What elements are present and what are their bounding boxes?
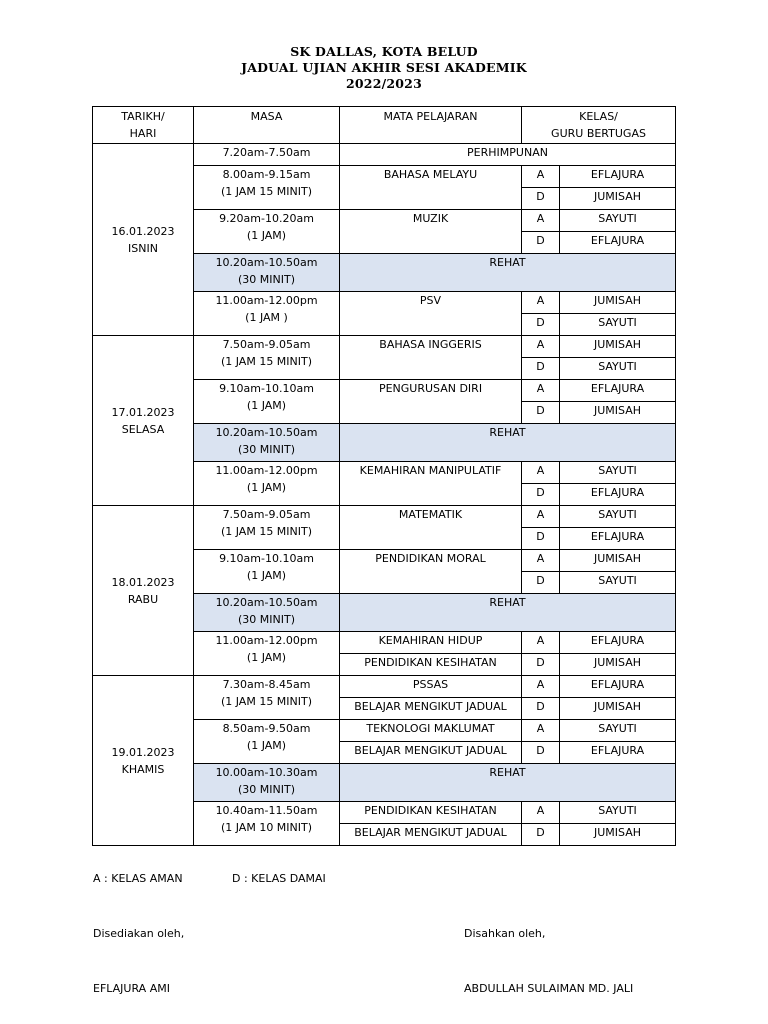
time-range: 10.20am-10.50am	[215, 596, 318, 609]
time-range: 8.00am-9.15am	[222, 168, 311, 181]
rehat-cell: REHAT	[340, 424, 676, 462]
time-range: 7.50am-9.05am	[222, 338, 311, 351]
guru-cell: EFLAJURA	[560, 232, 676, 254]
subject-cell: KEMAHIRAN MANIPULATIF	[340, 462, 522, 506]
header-tarikh-line1: TARIKH/	[121, 110, 165, 123]
time-cell	[194, 720, 340, 764]
subject-cell: BAHASA MELAYU	[340, 166, 522, 210]
subject-cell: BELAJAR MENGIKUT JADUAL	[340, 698, 522, 720]
time-duration: (1 JAM 15 MINIT)	[220, 695, 313, 708]
time-duration: (1 JAM)	[246, 229, 287, 242]
time-range: 11.00am-12.00pm	[215, 464, 318, 477]
guru-cell: JUMISAH	[560, 292, 676, 314]
subject-cell: PENGURUSAN DIRI	[340, 380, 522, 424]
guru-cell: JUMISAH	[560, 336, 676, 358]
kelas-cell: D	[522, 188, 560, 210]
legend-kelas-aman: A : KELAS AMAN	[93, 872, 183, 885]
guru-cell: SAYUTI	[560, 572, 676, 594]
subject-cell: KEMAHIRAN HIDUP	[340, 632, 522, 654]
kelas-cell: D	[522, 402, 560, 424]
guru-cell: EFLAJURA	[560, 528, 676, 550]
table-row	[93, 336, 676, 358]
date-cell	[93, 676, 194, 846]
table-row	[93, 144, 676, 166]
subject-cell: PENDIDIKAN KESIHATAN	[340, 654, 522, 676]
kelas-cell: A	[522, 676, 560, 698]
time-cell	[194, 594, 340, 632]
approved-by-name: ABDULLAH SULAIMAN MD. JALI	[464, 982, 634, 995]
time-cell	[194, 424, 340, 462]
subject-cell: PENDIDIKAN KESIHATAN	[340, 802, 522, 824]
time-duration: (1 JAM)	[246, 651, 287, 664]
kelas-cell: D	[522, 742, 560, 764]
time-duration: (1 JAM 10 MINIT)	[220, 821, 313, 834]
guru-cell: SAYUTI	[560, 210, 676, 232]
date-cell	[93, 144, 194, 336]
time-range: 8.50am-9.50am	[222, 722, 311, 735]
header-tarikh	[93, 107, 194, 144]
exam-date: 17.01.2023	[111, 405, 175, 419]
time-duration: (30 MINIT)	[237, 443, 295, 456]
time-cell	[194, 292, 340, 336]
table-row	[93, 506, 676, 528]
time-range: 7.20am-7.50am	[222, 146, 311, 159]
date-cell	[93, 506, 194, 676]
time-cell	[194, 254, 340, 292]
session-year: 2022/2023	[346, 76, 422, 91]
exam-date: 19.01.2023	[111, 745, 175, 759]
header-kelas-line2: GURU BERTUGAS	[551, 127, 646, 140]
kelas-cell: D	[522, 484, 560, 506]
time-duration: (1 JAM )	[245, 311, 288, 324]
time-cell	[194, 210, 340, 254]
guru-cell: SAYUTI	[560, 462, 676, 484]
time-duration: (1 JAM 15 MINIT)	[220, 355, 313, 368]
guru-cell: JUMISAH	[560, 654, 676, 676]
header-kelas	[522, 107, 676, 144]
legend-kelas-damai: D : KELAS DAMAI	[232, 872, 326, 885]
rehat-cell: REHAT	[340, 764, 676, 802]
time-duration: (1 JAM)	[246, 569, 287, 582]
time-cell	[194, 462, 340, 506]
guru-cell: JUMISAH	[560, 402, 676, 424]
time-duration: (1 JAM)	[246, 399, 287, 412]
kelas-cell: A	[522, 210, 560, 232]
time-duration: (1 JAM 15 MINIT)	[220, 185, 313, 198]
kelas-cell: D	[522, 358, 560, 380]
time-range: 9.10am-10.10am	[219, 552, 314, 565]
subject-cell: MATEMATIK	[340, 506, 522, 550]
exam-day: ISNIN	[128, 241, 158, 255]
subject-cell: PSSAS	[340, 676, 522, 698]
time-duration: (1 JAM 15 MINIT)	[220, 525, 313, 538]
time-cell	[194, 632, 340, 676]
subject-cell: MUZIK	[340, 210, 522, 254]
time-cell	[194, 380, 340, 424]
kelas-cell: D	[522, 314, 560, 336]
exam-day: KHAMIS	[121, 762, 165, 776]
time-cell	[194, 550, 340, 594]
header-row	[93, 107, 676, 144]
guru-cell: SAYUTI	[560, 802, 676, 824]
school-name: SK DALLAS, KOTA BELUD	[290, 44, 478, 59]
guru-cell: JUMISAH	[560, 698, 676, 720]
guru-cell: EFLAJURA	[560, 632, 676, 654]
rehat-cell: REHAT	[340, 254, 676, 292]
kelas-cell: A	[522, 380, 560, 402]
kelas-cell: A	[522, 506, 560, 528]
kelas-cell: D	[522, 572, 560, 594]
kelas-cell: A	[522, 720, 560, 742]
kelas-cell: D	[522, 528, 560, 550]
kelas-cell: A	[522, 462, 560, 484]
time-range: 10.00am-10.30am	[215, 766, 318, 779]
guru-cell: EFLAJURA	[560, 676, 676, 698]
kelas-cell: D	[522, 824, 560, 846]
guru-cell: SAYUTI	[560, 314, 676, 336]
time-duration: (1 JAM)	[246, 481, 287, 494]
subject-cell: BELAJAR MENGIKUT JADUAL	[340, 742, 522, 764]
time-range: 9.20am-10.20am	[219, 212, 314, 225]
time-duration: (30 MINIT)	[237, 783, 295, 796]
kelas-cell: A	[522, 166, 560, 188]
guru-cell: SAYUTI	[560, 358, 676, 380]
exam-date: 18.01.2023	[111, 575, 175, 589]
rehat-cell: REHAT	[340, 594, 676, 632]
kelas-cell: A	[522, 292, 560, 314]
date-cell	[93, 336, 194, 506]
time-cell	[194, 166, 340, 210]
guru-cell: JUMISAH	[560, 824, 676, 846]
kelas-cell: A	[522, 550, 560, 572]
exam-day: SELASA	[121, 422, 165, 436]
guru-cell: SAYUTI	[560, 506, 676, 528]
time-range: 9.10am-10.10am	[219, 382, 314, 395]
guru-cell: EFLAJURA	[560, 380, 676, 402]
kelas-cell: D	[522, 698, 560, 720]
subject-cell: BAHASA INGGERIS	[340, 336, 522, 380]
header-tarikh-line2: HARI	[129, 127, 157, 140]
kelas-cell: A	[522, 336, 560, 358]
time-range: 11.00am-12.00pm	[215, 634, 318, 647]
header-masa: MASA	[194, 107, 340, 144]
guru-cell: EFLAJURA	[560, 742, 676, 764]
guru-cell: JUMISAH	[560, 188, 676, 210]
time-range: 10.40am-11.50am	[215, 804, 318, 817]
exam-day: RABU	[127, 592, 159, 606]
exam-timetable	[92, 106, 676, 846]
exam-date: 16.01.2023	[111, 224, 175, 238]
kelas-cell: D	[522, 654, 560, 676]
time-range: 7.50am-9.05am	[222, 508, 311, 521]
header-mata-pelajaran: MATA PELAJARAN	[340, 107, 522, 144]
guru-cell: EFLAJURA	[560, 484, 676, 506]
exam-title: JADUAL UJIAN AKHIR SESI AKADEMIK	[241, 60, 527, 75]
time-cell	[194, 802, 340, 846]
time-range: 7.30am-8.45am	[222, 678, 311, 691]
time-duration: (1 JAM)	[246, 739, 287, 752]
time-cell	[194, 676, 340, 720]
document-title	[0, 44, 768, 92]
guru-cell: EFLAJURA	[560, 166, 676, 188]
prepared-by-label: Disediakan oleh,	[93, 927, 185, 940]
time-range: 10.20am-10.50am	[215, 426, 318, 439]
subject-cell: TEKNOLOGI MAKLUMAT	[340, 720, 522, 742]
kelas-cell: A	[522, 632, 560, 654]
header-kelas-line1: KELAS/	[579, 110, 618, 123]
time-cell	[194, 336, 340, 380]
prepared-by-name: EFLAJURA AMI	[93, 982, 170, 995]
assembly-cell: PERHIMPUNAN	[340, 144, 676, 166]
time-cell	[194, 764, 340, 802]
guru-cell: SAYUTI	[560, 720, 676, 742]
time-cell	[194, 144, 340, 166]
approved-by-label: Disahkan oleh,	[464, 927, 546, 940]
subject-cell: PENDIDIKAN MORAL	[340, 550, 522, 594]
subject-cell: PSV	[340, 292, 522, 336]
time-duration: (30 MINIT)	[237, 273, 295, 286]
kelas-cell: D	[522, 232, 560, 254]
guru-cell: JUMISAH	[560, 550, 676, 572]
subject-cell: BELAJAR MENGIKUT JADUAL	[340, 824, 522, 846]
time-cell	[194, 506, 340, 550]
table-row	[93, 676, 676, 698]
time-range: 11.00am-12.00pm	[215, 294, 318, 307]
time-range: 10.20am-10.50am	[215, 256, 318, 269]
kelas-cell: A	[522, 802, 560, 824]
time-duration: (30 MINIT)	[237, 613, 295, 626]
